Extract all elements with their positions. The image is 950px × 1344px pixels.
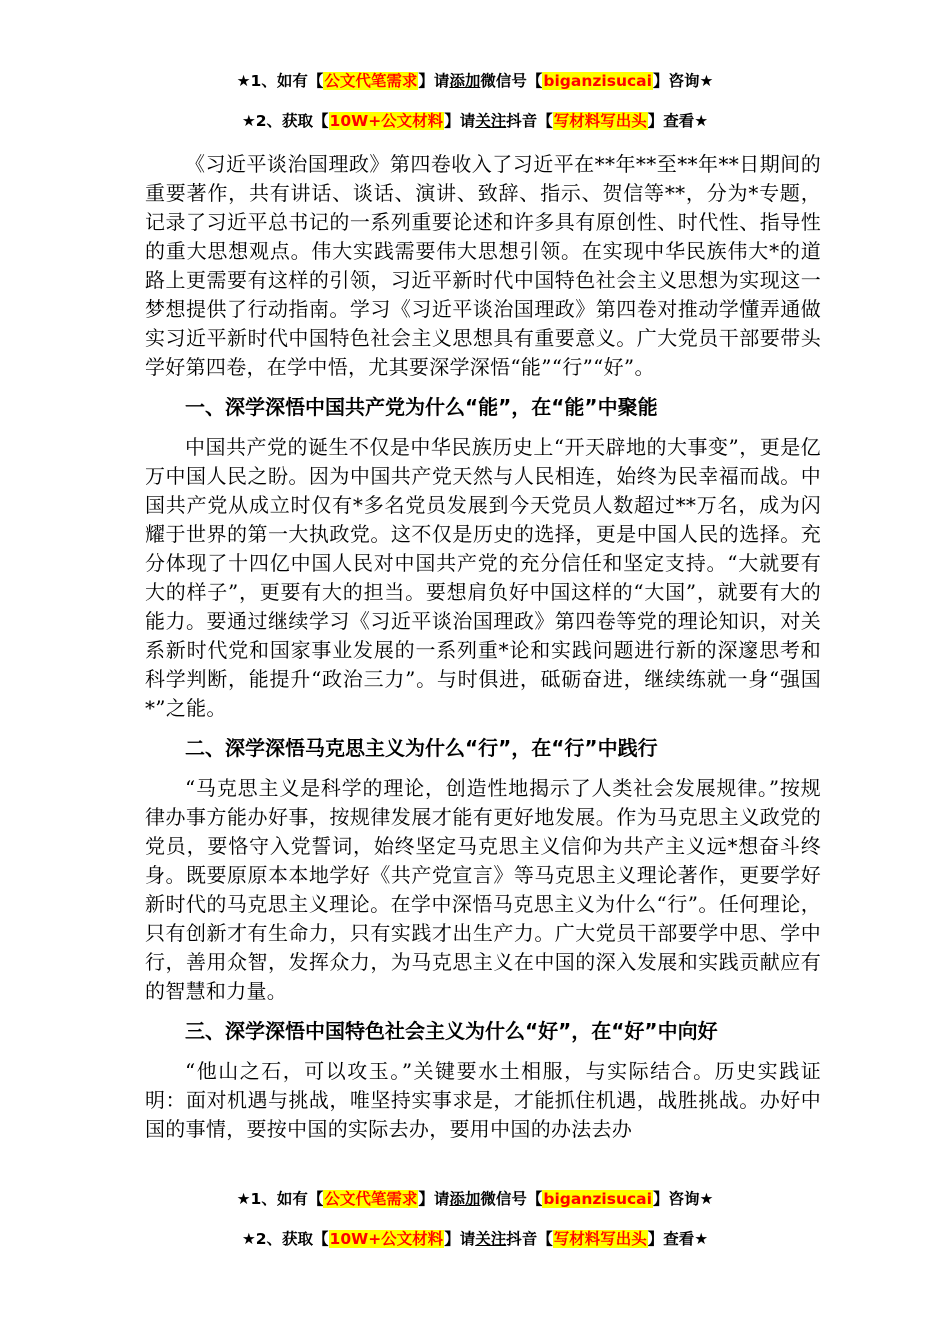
highlight-materials: 10W+公文材料 [329,112,444,130]
banner-text: 】请 [444,1230,476,1248]
highlight-wechat-id: biganzisucai [543,72,652,90]
banner-emphasis: 添加 [449,1190,481,1208]
banner-emphasis: 关注 [475,112,507,130]
banner-text: ★1、如有【 [236,1190,324,1208]
banner-text: 】咨询★ [652,72,714,90]
banner-text: 】请 [418,1190,450,1208]
highlight-wechat-id: biganzisucai [543,1190,652,1208]
highlight-douyin-id: 写材料写出头 [553,112,647,130]
banner-text: 微信号【 [480,72,543,90]
banner-text: ★1、如有【 [236,72,324,90]
section-heading-1: 一、深学深悟中国共产党为什么“能”，在“能”中聚能 [185,395,658,419]
highlight-materials: 10W+公文材料 [329,1230,444,1248]
banner-text: 】咨询★ [652,1190,714,1208]
banner-text: ★2、获取【 [241,1230,329,1248]
highlight-service: 公文代笔需求 [324,72,418,90]
section-heading-3: 三、深学深悟中国特色社会主义为什么“好”，在“好”中向好 [185,1019,718,1043]
section-1-paragraph: 中国共产党的诞生不仅是中华民族历史上“开天辟地的大事变”，更是亿万中国人民之盼。因为中国共产党天然与人民相连，始终为民幸福而战。中国共产党从成立时仅有*多名党员发展到今天党员人数超过**万名，成为闪耀于世界的第一大执政党。这不仅是历史的选择，更是中国人民的选择。充分体现了十四亿中国人民对中国共产党的充分信任和坚定支持。“大就要有大的样子”，更要有大的担当。要想肩负好中国这样的“大国”，就要有大的能力。要通过继续学习《习近平谈治国理政》第四卷等党的理论知识，对关系新时代党和国家事业发展的一系列重*论和实践问题进行新的深邃思考和科学判断，能提升“政治三力”。与时俱进，砥砺奋进，继续练就一身“强国*”之能。 [145,435,821,720]
banner-text: 】请 [444,112,476,130]
section-2-paragraph: “马克思主义是科学的理论，创造性地揭示了人类社会发展规律。”按规律办事方能办好事，按规律发展才能有更好地发展。作为马克思主义政党的党员，要恪守入党誓词，始终坚定马克思主义信仰为共产主义远*想奋斗终身。既要原原本本地学好《共产党宣言》等马克思主义理论著作，更要学好新时代的马克思主义理论。在学中深悟马克思主义为什么“行”。任何理论，只有创新才有生命力，只有实践才出生产力。广大党员干部要学中思、学中行，善用众智，发挥众力，为马克思主义在中国的深入发展和实践贡献应有的智慧和力量。 [145,776,821,1003]
highlight-service: 公文代笔需求 [324,1190,418,1208]
top-banner-line-1 [0,70,950,92]
section-heading-2: 二、深学深悟马克思主义为什么“行”，在“行”中践行 [185,736,658,760]
banner-text: 】查看★ [647,112,709,130]
banner-text: 】请 [418,72,450,90]
banner-text: 抖音【 [506,112,553,130]
top-banner-line-2 [0,110,950,132]
intro-paragraph: 《习近平谈治国理政》第四卷收入了习近平在**年**至**年**日期间的重要著作，共有讲话、谈话、演讲、致辞、指示、贺信等**，分为*专题，记录了习近平总书记的一系列重要论述和许多具有原创性、时代性、指导性的重大思想观点。伟大实践需要伟大思想引领。在实现中华民族伟大*的道路上更需要有这样的引领，习近平新时代中国特色社会主义思想为实现这一梦想提供了行动指南。学习《习近平谈治国理政》第四卷对推动学懂弄通做实习近平新时代中国特色社会主义思想具有重要意义。广大党员干部要带头学好第四卷，在学中悟，尤其要深学深悟“能”“行”“好”。 [145,152,821,379]
bottom-banner-line-1 [0,1188,950,1210]
banner-text: 微信号【 [480,1190,543,1208]
banner-text: 抖音【 [506,1230,553,1248]
banner-text: ★2、获取【 [241,112,329,130]
bottom-banner-line-2 [0,1228,950,1250]
document-body [145,150,821,1144]
highlight-douyin-id: 写材料写出头 [553,1230,647,1248]
banner-text: 】查看★ [647,1230,709,1248]
banner-emphasis: 关注 [475,1230,507,1248]
section-3-paragraph: “他山之石，可以攻玉。”关键要水土相服，与实际结合。历史实践证明：面对机遇与挑战，唯坚持实事求是，才能抓住机遇，战胜挑战。办好中国的事情，要按中国的实际去办，要用中国的办法去办 [145,1059,821,1141]
banner-emphasis: 添加 [449,72,481,90]
